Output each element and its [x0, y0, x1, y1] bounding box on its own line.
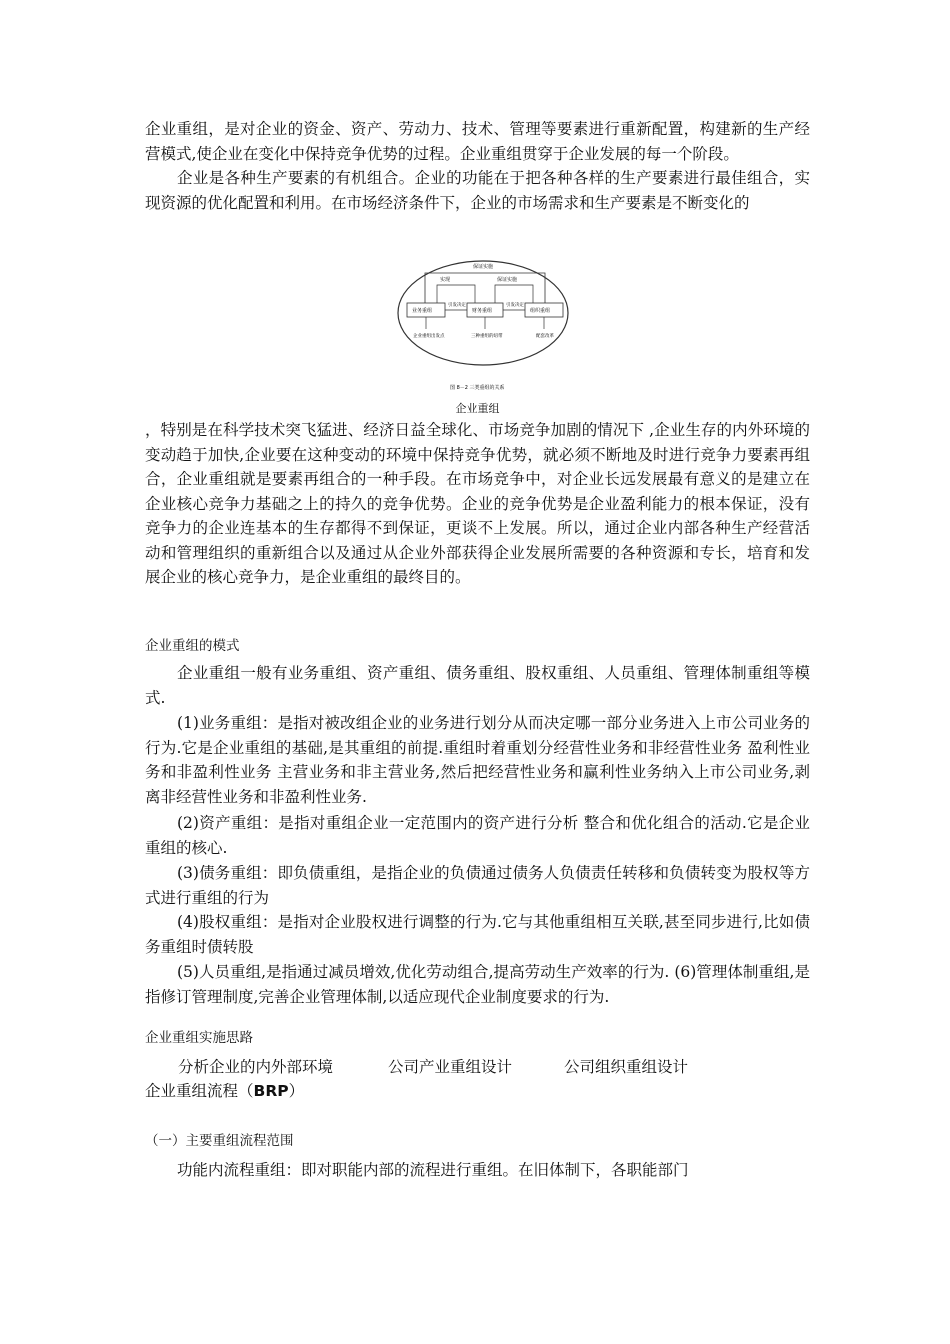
idea-item-industry: 公司产业重组设计 — [388, 1058, 513, 1076]
bottom-label-1: 企业重组出发点 — [413, 334, 445, 339]
link-label-2: 引发决定 — [506, 303, 524, 308]
link-label-1: 引发决定 — [448, 303, 466, 308]
heading-scope: （一）主要重组流程范围 — [145, 1133, 294, 1149]
brp-heading-close: ） — [288, 1082, 305, 1100]
figure-top-label: 保证实施 — [473, 264, 494, 270]
brp-heading-text: 企业重组流程（ — [145, 1082, 254, 1100]
figure-diagram — [395, 255, 575, 400]
idea-item-organization: 公司组织重组设计 — [564, 1058, 689, 1076]
paragraph-elements: 企业是各种生产要素的有机组合。企业的功能在于把各种各样的生产要素进行最佳组合，实现资源的优化配置和利用。在市场经济条件下，企业的市场需求和生产要素是不断变化的 — [145, 169, 810, 212]
paragraph-competition: ，特别是在科学技术突飞猛进、经济日益全球化、市场竞争加剧的情况下 ,企业生存的内外环境的变动趋于加快,企业要在这种变动的环境中保持竞争优势，就必须不断地及时进行竞争力要素再组合，企业重组就是要素再组合的一种手段。在市场竞争中，对企业长远发展最有意义的是建立在企业核心竞争力基础之上的持久的竞争优势。企业的竞争优势是企业盈利能力的根本保证，没有竞争力的企业连基本的生存都得不到保证，更谈不上发展。所以，通过企业内部各种生产经营活动和管理组织的重新组合以及通过从企业外部获得企业发展所需要的各种资源和专长，培育和发展企业的核心竞争力，是企业重组的最终目的。 — [145, 421, 810, 586]
paragraph-equity-restructuring: (4)股权重组：是指对企业股权进行调整的行为.它与其他重组相互关联,甚至同步进行,比如债务重组时债转股 — [145, 913, 810, 956]
figure-sub-label-right: 保证实施 — [497, 277, 518, 283]
paragraph-debt-restructuring: (3)债务重组：即负债重组，是指企业的负债通过债务人负债责任转移和负债转变为股权等方式进行重组的行为 — [145, 864, 810, 907]
bottom-label-3: 配套改革 — [536, 334, 554, 339]
heading-ideas: 企业重组实施思路 — [145, 1030, 253, 1046]
paragraph-function-process: 功能内流程重组：即对职能内部的流程进行重组。在旧体制下，各职能部门 — [177, 1161, 689, 1179]
figure-sub-label-left: 实现 — [440, 277, 451, 283]
bottom-label-2: 三种重组的纽带 — [471, 334, 503, 339]
heading-modes: 企业重组的模式 — [145, 638, 240, 654]
box-business-label: 业务重组 — [412, 308, 433, 314]
paragraph-intro: 企业重组，是对企业的资金、资产、劳动力、技术、管理等要素进行重新配置，构建新的生产经营模式,使企业在变化中保持竞争优势的过程。企业重组贯穿于企业发展的每一个阶段。 — [145, 120, 810, 163]
paragraph-business-restructuring: (1)业务重组：是指对被改组企业的业务进行划分从而决定哪一部分业务进入上市公司业务的行为.它是企业重组的基础,是其重组的前提.重组时着重划分经营性业务和非经营性业务 盈利性业务和非盈利性业务 主营业务和非主营业务,然后把经营性业务和赢利性业务纳入上市公司业务,剥离非经营性业务和非盈利性业务. — [145, 714, 810, 806]
box-organization-label: 组织重组 — [530, 308, 551, 314]
paragraph-modes: 企业重组一般有业务重组、资产重组、债务重组、股权重组、人员重组、管理体制重组等模式. — [145, 664, 810, 707]
figure-caption: 企业重组 — [455, 402, 500, 415]
idea-item-environment: 分析企业的内外部环境 — [178, 1058, 334, 1076]
brp-heading-bold: BRP — [253, 1082, 289, 1100]
box-finance-label: 财务重组 — [472, 308, 493, 314]
restructuring-relationship-figure — [395, 255, 575, 400]
figure-title: 图 8－2 三类重组的关系 — [450, 385, 505, 391]
paragraph-asset-restructuring: (2)资产重组：是指对重组企业一定范围内的资产进行分析 整合和优化组合的活动.它是企业重组的核心. — [145, 814, 810, 857]
paragraph-personnel-restructuring: (5)人员重组,是指通过减员增效,优化劳动组合,提高劳动生产效率的行为. (6)管理体制重组,是指修订管理制度,完善企业管理体制,以适应现代企业制度要求的行为. — [145, 963, 810, 1006]
brp-heading — [145, 1079, 810, 1104]
